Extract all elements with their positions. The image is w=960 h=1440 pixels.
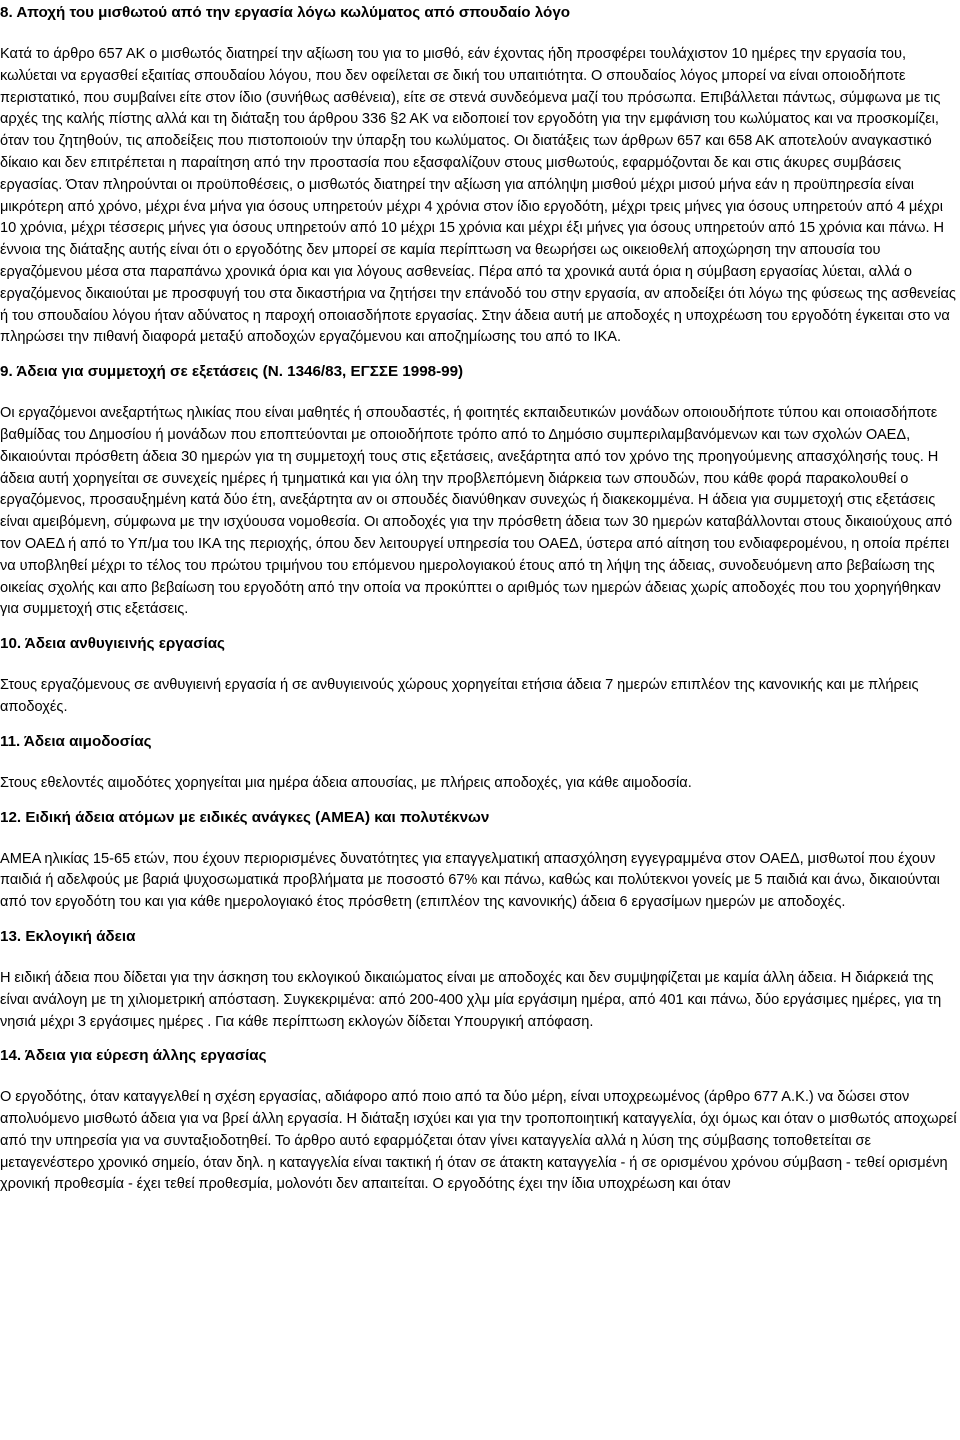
section-heading: 8. Αποχή του μισθωτού από την εργασία λόγω κωλύματος από σπουδαίο λόγο [0, 4, 571, 21]
section-11 [0, 732, 960, 795]
section-paragraph: Στους εργαζόμενους σε ανθυγιεινή εργασία ή σε ανθυγιεινούς χώρους χορηγείται ετήσια άδεια 7 ημερών επιπλέον της κανονικής και με πλήρεις αποδοχές. [0, 677, 919, 715]
section-heading: 10. Άδεια ανθυγιεινής εργασίας [0, 635, 225, 653]
section-paragraph: Ο εργοδότης, όταν καταγγελθεί η σχέση εργασίας, αδιάφορο από ποιο από τα δύο μέρη, είναι υποχρεωμένος (άρθρο 677 Α.Κ.) να δώσει στον απολυόμενο μισθωτό άδεια για να βρεί άλλη εργασία. Η διάταξη ισχύει και για την τροποποιητική καταγγελία, όχι όμως και όταν ο μισθωτός αποχωρεί από την υπηρεσία για να συνταξιοδοτηθεί. Το άρθρο αυτό εφαρμόζεται όταν γίνει καταγγελία αλλά η λύση της σύμβασης τοποθετείται σε μεταγενέστερο χρονικό σημείο, όταν δηλ. η καταγγελία είναι τακτική ή όταν σε άτακτη καταγγελία - ή σε ορισμένου χρόνου σύμβαση - τεθεί ορισμένη χρονική προθεσμία - έχει τεθεί προθεσμία, μολονότι δεν απαιτείται. Ο εργοδότης έχει την ίδια υποχρέωση και όταν [0, 1089, 957, 1193]
section-12 [0, 808, 960, 914]
section-heading: 14. Άδεια για εύρεση άλλης εργασίας [0, 1047, 267, 1065]
section-paragraph: Στους εθελοντές αιμοδότες χορηγείται μια ημέρα άδεια απουσίας, με πλήρεις αποδοχές, για κάθε αιμοδοσία. [0, 774, 692, 791]
section-paragraph: ΑΜΕΑ ηλικίας 15-65 ετών, που έχουν περιορισμένες δυνατότητες για επαγγελματική απασχόληση εγγεγραμμένα στον ΟΑΕΔ, μισθωτοί που έχουν παιδιά ή αδελφούς με βαριά ψυχοσωματικά προβλήματα με ποσοστό 67% και πάνω, καθώς και πολύτεκνοι γονείς με 5 παιδιά και άνω, δικαιούνται από τον εργοδότη του και για κάθε ημερολογιακό έτος πρόσθετη (επιπλέον της κανονικής) άδεια 6 εργασίμων ημερών με αποδοχές. [0, 850, 940, 911]
section-14 [0, 1046, 960, 1196]
section-paragraph: Οι εργαζόμενοι ανεξαρτήτως ηλικίας που είναι μαθητές ή σπουδαστές, ή φοιτητές εκπαιδευτικών μονάδων οποιουδήποτε τύπου και οποιασδήποτε βαθμίδας του Δημοσίου ή μονάδων που εποπτεύονται με οποιοδήποτε τρόπο από το Δημόσιο συμπεριλαμβανόμενων και των σχολών ΟΑΕΔ, δικαιούνται πρόσθετη άδεια 30 ημερών για τη συμμετοχή τους στις εξετάσεις, ανεξάρτητα από τον χρόνο της προηγούμενης απασχόλησής τους. Η άδεια αυτή χορηγείται σε συνεχείς ημέρες ή τμηματικά και για όλη την προβλεπόμενη διάρκεια των σπουδών, που κάθε φορά παρακολουθεί ο εργαζόμενος, προσαυξημένη κατά δύο έτη, ανεξάρτητα αν οι σπουδές διανύθηκαν συνεχώς ή διακεκομμένα. Η άδεια για συμμετοχή στις εξετάσεις είναι αμειβόμενη, σύμφωνα με την ισχύουσα νομοθεσία. Οι αποδοχές για την πρόσθετη άδεια των 30 ημερών καταβάλλονται στους δικαιούχους από τον ΟΑΕΔ ή από το Υπ/μα του ΙΚΑ της περιοχής, όπου δεν λειτουργεί υπηρεσία του ΟΑΕΔ, ύστερα από αίτηση του ενδιαφερομένου, η οποία πρέπει να υποβληθεί μέχρι το τέλος του πρώτου τριμήνου του επόμενου ημερολογιακού έτους από τη λήψη της άδειας, συνοδευόμενη απο βεβαίωση της οικείας σχολής και απο βεβαίωση του εργοδότη από την οποία να προκύπτει ο αριθμός των ημερών άδειας χωρίς αποδοχές που του χορηγήθηκαν για συμμετοχή στις εξετάσεις. [0, 405, 953, 618]
section-paragraph: Η ειδική άδεια που δίδεται για την άσκηση του εκλογικού δικαιώματος είναι με αποδοχές και δεν συμψηφίζεται με καμία άλλη άδεια. Η διάρκειά της είναι ανάλογη με τη χιλιομετρική απόσταση. Συγκεκριμένα: από 200-400 χλμ μία εργάσιμη ημέρα, από 401 και πάνω, δύο εργάσιμες ημέρες, για τη νησιά μέχρι 3 εργάσιμες ημέρες . Για κάθε περίπτωση εκλογών δίδεται Υπουργική απόφαση. [0, 969, 942, 1030]
section-10 [0, 634, 960, 719]
section-heading: 12. Ειδική άδεια ατόμων με ειδικές ανάγκες (ΑΜΕΑ) και πολυτέκνων [0, 808, 490, 826]
section-8 [0, 3, 960, 349]
section-paragraph: Κατά το άρθρο 657 ΑΚ ο μισθωτός διατηρεί την αξίωση του για το μισθό, εάν έχοντας ήδη προσφέρει τουλάχιστον 10 ημέρες την εργασία του, κωλύεται να εργασθεί εξαιτίας σπουδαίου λόγου, που δεν οφείλεται σε δική του υπαιτιότητα. Ο σπουδαίος λόγος μπορεί να είναι οποιοδήποτε περιστατικό, που συμβαίνει είτε στον ίδιο (συνήθως ασθένεια), είτε σε στενά συνδεόμενα μαζί του πρόσωπα. Επιβάλλεται πάντως, σύμφωνα με τις αρχές της καλής πίστης αλλά και τη διάταξη του άρθρου 336 §2 ΑΚ να ειδοποιεί τον εργοδότη για την εμφάνιση του κωλύματος και να προσκομίζει, όταν του ζητηθούν, τις αποδείξεις που πιστοποιούν την ύπαρξη του κωλύματος. Οι διατάξεις των άρθρων 657 και 658 ΑΚ αποτελούν αναγκαστικό δίκαιο και δεν επιτρέπεται η παραίτηση από την προστασία που εξασφαλίζουν στους μισθωτούς, εφαρμόζονται δε και στις άκυρες συμβάσεις εργασίας. Όταν πληρούνται οι προϋποθέσεις, ο μισθωτός διατηρεί την αξίωση για απόληψη μισθού μέχρι μισού μήνα εάν η προϋπηρεσία είναι μικρότερη από χρόνο, μέχρι ένα μήνα για όσους υπηρετούν μέχρι 4 χρόνια στον ίδιο εργοδότη, μέχρι τρεις μήνες για όσους υπηρετούν από 4 μέχρι 10 χρόνια, μέχρι τέσσερις μήνες για όσους υπηρετούν από 10 μέχρι 15 χρόνια και μέχρι έξι μήνες για όσους υπηρετούν από 15 χρόνια και πάνω. Η έννοια της διάταξης αυτής είναι ότι ο εργοδότης δεν μπορεί σε καμία περίπτωση να θεωρήσει ως οικειοθελή αποχώρηση την απουσία του εργαζόμενου μέσα στα παραπάνω χρονικά όρια και για λόγους ασθενείας. Πέρα από τα χρονικά αυτά όρια η σύμβαση εργασίας λύεται, αλλά ο εργαζόμενος δικαιούται με προσφυγή του στα δικαστήρια να ζητήσει την επάνοδό του στην εργασία, αν αποδείξει ότι λόγω της φύσεως της ασθενείας ή του σπουδαίου λόγου ήταν αδύνατος η παροχή οποιασδήποτε εργασίας. Στην άδεια αυτή με αποδοχές η υποχρέωση του εργοδότη έγκειται στο να πληρώσει την πιθανή διαφορά μεταξύ αποδοχών εργαζόμενου και αποζημίωσης του από το ΙΚΑ. [0, 46, 956, 346]
section-heading: 9. Άδεια για συμμετοχή σε εξετάσεις (Ν. 1346/83, ΕΓΣΣΕ 1998-99) [0, 363, 464, 381]
section-heading: 13. Εκλογική άδεια [0, 927, 136, 945]
section-heading: 11. Άδεια αιμοδοσίας [0, 732, 152, 750]
section-13 [0, 927, 960, 1033]
section-9 [0, 362, 960, 621]
